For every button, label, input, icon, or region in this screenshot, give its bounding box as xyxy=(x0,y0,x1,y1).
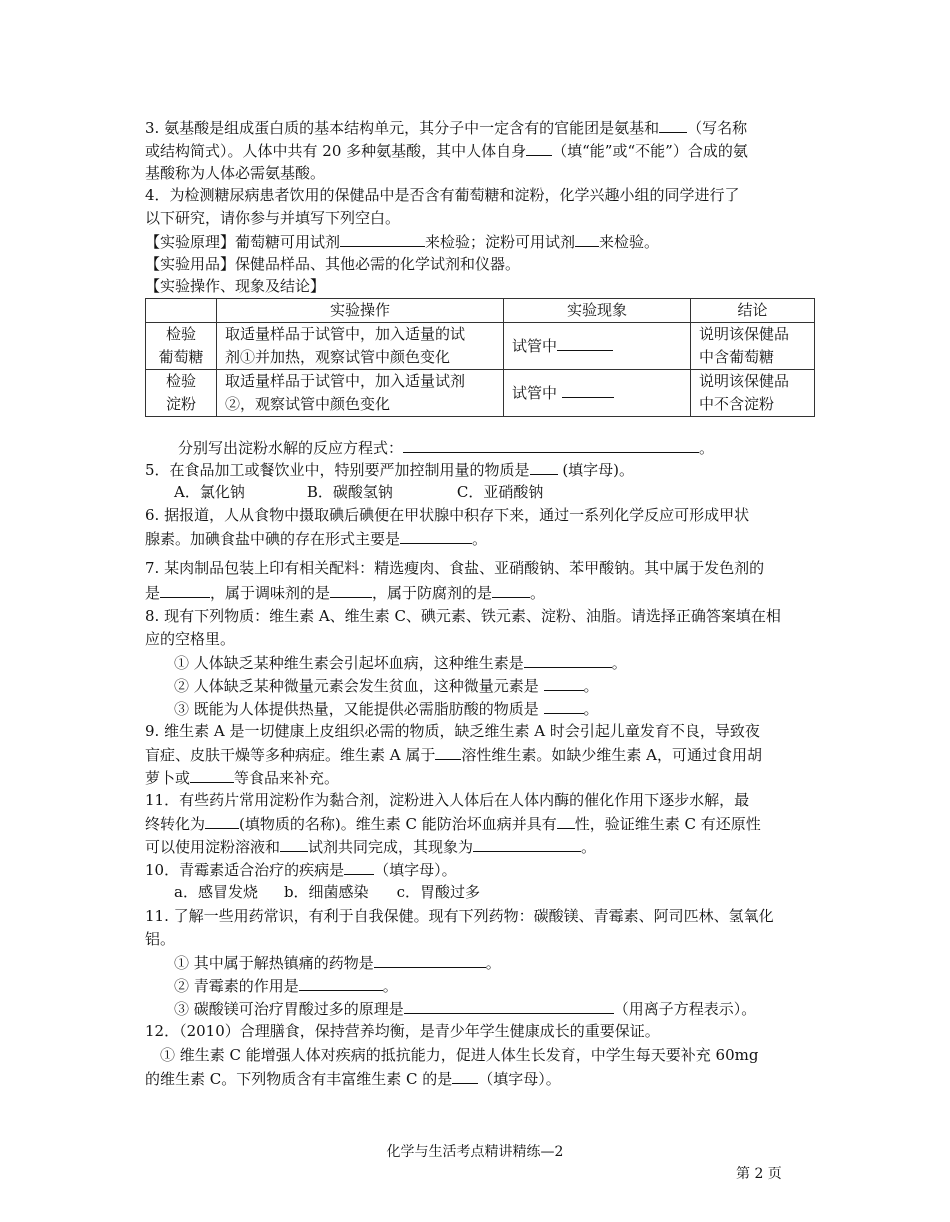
table-cell-phenomenon xyxy=(504,370,691,417)
q11a-line2 xyxy=(145,813,761,834)
table-cell-operation xyxy=(217,370,504,417)
text: 。 xyxy=(611,654,627,672)
q4-ops-heading: 【实验操作、现象及结论】 xyxy=(145,277,326,295)
option: a．感冒发烧 xyxy=(174,883,258,901)
text: 是 xyxy=(145,584,161,602)
q11b-sub1 xyxy=(174,952,501,973)
q7-line1: 7. 某肉制品包装上印有相关配料：精选瘦肉、食盐、亚硝酸钠、苯甲酸钠。其中属于发色剂的 xyxy=(145,559,765,577)
blank xyxy=(344,859,374,875)
text: 来检验。 xyxy=(599,233,660,251)
blank xyxy=(562,382,614,398)
text: 萝卜或 xyxy=(145,769,191,787)
q11b-sub3 xyxy=(174,998,756,1019)
q5-line1 xyxy=(145,459,634,480)
table-header-blank xyxy=(146,299,217,323)
text: 试剂共同完成，其现象为 xyxy=(308,838,474,856)
blank xyxy=(280,836,308,852)
q4-principle xyxy=(145,231,659,252)
text: 检验 xyxy=(165,325,196,343)
text: 。 xyxy=(581,838,597,856)
table-cell-conclusion xyxy=(691,370,815,417)
text: 溶性维生素。如缺少维生素 A，可通过食用胡 xyxy=(461,746,762,764)
blank xyxy=(473,836,581,852)
text: 取适量样品于试管中，加入适量的试 xyxy=(225,325,466,343)
text: 葡萄糖 xyxy=(158,348,204,366)
text: 。 xyxy=(472,530,488,548)
text: ，属于防腐剂的是 xyxy=(372,584,493,602)
table-header: 实验现象 xyxy=(504,299,691,323)
text: ③ 碳酸镁可治疗胃酸过多的原理是 xyxy=(174,1000,404,1018)
page-footer-title: 化学与生活考点精讲精练—2 xyxy=(386,1144,564,1160)
q10-line1 xyxy=(145,859,457,880)
blank xyxy=(205,813,239,829)
q3-line1 xyxy=(145,117,747,138)
q11a-line1: 11．有些药片常用淀粉作为黏合剂，淀粉进入人体后在人体内酶的催化作用下逐步水解，最 xyxy=(145,791,750,809)
text: 性，验证维生素 C 有还原性 xyxy=(574,815,761,833)
text: ，属于调味剂的是 xyxy=(210,584,331,602)
table-cell-operation xyxy=(217,323,504,370)
q8-sub1 xyxy=(174,652,627,673)
text: ② 青霉素的作用是 xyxy=(174,977,299,995)
q11b-sub2 xyxy=(174,975,398,996)
text: 分别写出淀粉水解的反应方程式： xyxy=(178,439,404,457)
q11b-line1: 11. 了解一些用药常识，有利于自我保健。现有下列药物：碳酸镁、青霉素、阿司匹林、氢氧化 xyxy=(145,907,774,925)
q6-line1: 6. 据报道，人从食物中摄取碘后碘便在甲状腺中积存下来，通过一系列化学反应可形成甲状 xyxy=(145,506,750,524)
table-cell-conclusion xyxy=(691,323,815,370)
option: B．碳酸氢钠 xyxy=(306,483,393,501)
text: 说明该保健品 xyxy=(699,325,790,343)
option: c．胃酸过多 xyxy=(396,883,480,901)
text: 等食品来补充。 xyxy=(234,769,340,787)
blank xyxy=(492,582,530,598)
q12-line3 xyxy=(145,1068,561,1089)
blank xyxy=(526,140,552,156)
experiment-table xyxy=(145,298,815,417)
table-header: 实验操作 xyxy=(217,299,504,323)
option: b．细菌感染 xyxy=(283,883,369,901)
text: 剂①并加热，观察试管中颜色变化 xyxy=(225,348,451,366)
blank xyxy=(374,952,486,968)
blank xyxy=(435,744,461,760)
text: 来检验；淀粉可用试剂 xyxy=(425,233,576,251)
text: 3. 氨基酸是组成蛋白质的基本结构单元，其分子中一定含有的官能团是氨基和 xyxy=(145,119,660,137)
text: 淀粉 xyxy=(165,395,196,413)
q8-sub2 xyxy=(174,675,599,696)
blank xyxy=(340,231,425,247)
blank xyxy=(452,1068,478,1084)
text: 可以使用淀粉溶液和 xyxy=(145,838,281,856)
text: 检验 xyxy=(165,372,196,390)
text: 中含葡萄糖 xyxy=(699,348,775,366)
blank xyxy=(557,813,575,829)
blank xyxy=(330,582,372,598)
text: ① 人体缺乏某种维生素会引起坏血病，这种维生素是 xyxy=(174,654,524,672)
table-cell-item xyxy=(146,370,217,417)
text: 。 xyxy=(530,584,546,602)
text: （填字母）。 xyxy=(374,861,457,879)
blank xyxy=(190,767,234,783)
q10-options xyxy=(174,882,480,902)
q4-equation xyxy=(178,437,714,458)
text: 【实验原理】葡萄糖可用试剂 xyxy=(145,233,341,251)
q3-line3: 基酸称为人体必需氨基酸。 xyxy=(145,164,326,182)
blank xyxy=(575,231,599,247)
text: ① 其中属于解热镇痛的药物是 xyxy=(174,954,374,972)
q4-line2: 以下研究，请你参与并填写下列空白。 xyxy=(145,209,401,227)
q8-line2: 应的空格里。 xyxy=(145,630,236,648)
q6-line2 xyxy=(145,528,487,549)
table-header-row xyxy=(146,299,815,323)
text: 试管中 xyxy=(512,336,558,355)
text: 终转化为 xyxy=(145,815,206,833)
text: 5．在食品加工或餐饮业中，特别要严加控制用量的物质是 xyxy=(145,461,530,479)
text: 中不含淀粉 xyxy=(699,395,775,413)
blank xyxy=(544,675,584,691)
q8-line1: 8. 现有下列物质：维生素 A、维生素 C、碘元素、铁元素、淀粉、油脂。请选择正确答案填在相 xyxy=(145,607,781,625)
text: （用离子方程表示）。 xyxy=(613,1000,757,1018)
text: 10．青霉素适合治疗的疾病是 xyxy=(145,861,345,879)
option: A．氯化钠 xyxy=(174,483,245,501)
table-cell-item xyxy=(146,323,217,370)
q4-materials: 【实验用品】保健品样品、其他必需的化学试剂和仪器。 xyxy=(145,255,521,273)
blank xyxy=(557,335,613,351)
text: (填物质的名称)。维生素 C 能防治坏血病并具有 xyxy=(239,815,557,833)
q12-line1: 12．（2010）合理膳食，保持营养均衡，是青少年学生健康成长的重要保证。 xyxy=(145,1022,660,1040)
option: C．亚硝酸钠 xyxy=(456,483,544,501)
page-number: 第 2 页 xyxy=(736,1166,782,1182)
text: ② 人体缺乏某种微量元素会发生贫血，这种微量元素是 xyxy=(174,677,544,695)
text: 的维生素 C。下列物质含有丰富维生素 C 的是 xyxy=(145,1070,453,1088)
text: ②，观察试管中颜色变化 xyxy=(225,395,391,413)
table-header: 结论 xyxy=(691,299,815,323)
q3-line2 xyxy=(145,140,748,161)
blank xyxy=(530,459,558,475)
table-row xyxy=(146,323,815,370)
blank xyxy=(299,975,383,991)
text: (填字母)。 xyxy=(557,461,635,479)
q5-options xyxy=(174,482,543,502)
q11a-line3 xyxy=(145,836,596,857)
q12-line2: ① 维生素 C 能增强人体对疾病的抵抗能力，促进人体生长发育，中学生每天要补充 60mg xyxy=(160,1046,759,1064)
q8-sub3 xyxy=(174,698,599,719)
text: （填“能”或“不能”）合成的氨 xyxy=(552,142,748,160)
q7-line2 xyxy=(145,582,545,603)
blank xyxy=(400,528,472,544)
text: ③ 既能为人体提供热量，又能提供必需脂肪酸的物质是 xyxy=(174,700,544,718)
text: 说明该保健品 xyxy=(699,372,790,390)
text: 盲症、皮肤干燥等多种病症。维生素 A 属于 xyxy=(145,746,436,764)
q11b-line2: 铝。 xyxy=(145,930,176,948)
text: 或结构简式）。人体中共有 20 多种氨基酸，其中人体自身 xyxy=(145,142,527,160)
text: （写名称 xyxy=(687,119,748,137)
blank xyxy=(659,117,687,133)
text: 。 xyxy=(382,977,398,995)
table-row xyxy=(146,370,815,417)
text: 。 xyxy=(583,677,599,695)
q4-line1: 4．为检测糖尿病患者饮用的保健品中是否含有葡萄糖和淀粉，化学兴趣小组的同学进行了 xyxy=(145,186,740,204)
blank xyxy=(404,998,614,1014)
text: （填字母）。 xyxy=(478,1070,561,1088)
table-cell-phenomenon xyxy=(504,323,691,370)
text: 试管中 xyxy=(512,383,562,402)
text: 。 xyxy=(583,700,599,718)
text: 腺素。加碘食盐中碘的存在形式主要是 xyxy=(145,530,401,548)
q9-line2 xyxy=(145,744,762,765)
q9-line3 xyxy=(145,767,339,788)
blank xyxy=(524,652,612,668)
text: 取适量样品于试管中，加入适量试剂 xyxy=(225,372,466,390)
text: 。 xyxy=(699,439,715,457)
q9-line1: 9. 维生素 A 是一切健康上皮组织必需的物质，缺乏维生素 A 时会引起儿童发育不良，导致夜 xyxy=(145,722,760,740)
blank xyxy=(403,437,699,453)
blank xyxy=(160,582,210,598)
blank xyxy=(544,698,584,714)
text: 。 xyxy=(485,954,501,972)
